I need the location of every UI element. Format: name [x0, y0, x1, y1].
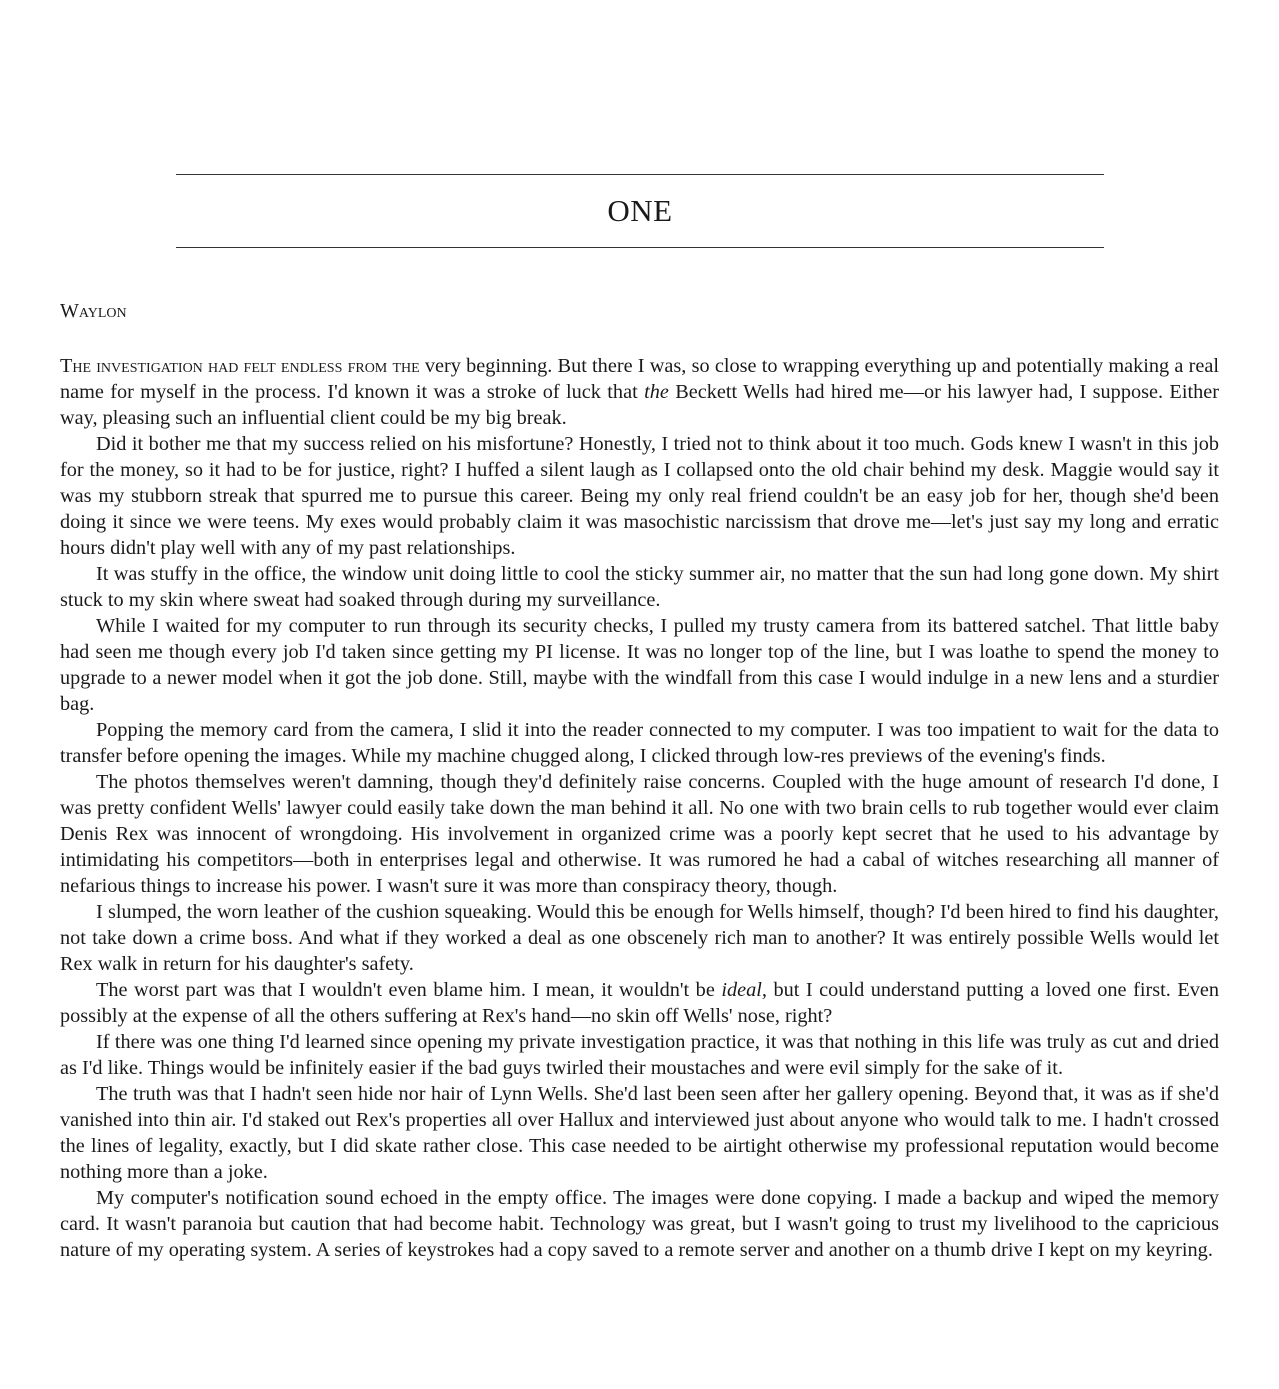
paragraph-11: My computer's notification sound echoed in the empty office. The images were done copying. I made a backup and wiped the memory card. It wasn't paranoia but caution that had become habit. Technology was great, but I wasn't going to trust my livelihood to the capricious nature of my operating system. A series of keystrokes had a copy saved to a remote server and another on a thumb drive I kept on my keyring.: [60, 1187, 1219, 1261]
paragraph-text: The worst part was that I wouldn't even blame him. I mean, it wouldn't be: [96, 979, 722, 1001]
paragraph-lead-in: The investigation had felt endless from the: [60, 355, 420, 377]
pov-character-label: Waylon: [60, 300, 127, 322]
paragraph-emphasis: ideal,: [721, 979, 767, 1001]
paragraph-text: Beckett Wells had hired me—or his lawyer had, I suppose. Either way, pleasing such an influential client could be my big break.: [60, 381, 1219, 429]
paragraph-text: but I could understand putting a loved one first. Even possibly at the expense of all the others suffering at Rex's hand—no skin off Wells' nose, right?: [60, 979, 1219, 1027]
paragraph-emphasis: the: [644, 381, 669, 403]
paragraph-3: It was stuffy in the office, the window unit doing little to cool the sticky summer air, no matter that the sun had long gone down. My shirt stuck to my skin where sweat had soaked through during my surveillance.: [60, 563, 1219, 611]
paragraph-2: Did it bother me that my success relied on his misfortune? Honestly, I tried not to think about it too much. Gods knew I wasn't in this job for the money, so it had to be for justice, right? I huffed a silent laugh as I collapsed onto the old chair behind my desk. Maggie would say it was my stubborn streak that spurred me to pursue this career. Being my only real friend couldn't be an easy job for her, though she'd been doing it since we were teens. My exes would probably claim it was masochistic narcissism that drove me—let's just say my long and erratic hours didn't play well with any of my past relationships.: [60, 433, 1219, 559]
paragraph-5: Popping the memory card from the camera, I slid it into the reader connected to my computer. I was too impatient to wait for the data to transfer before opening the images. While my machine chugged along, I clicked through low-res previews of the evening's finds.: [60, 719, 1219, 767]
paragraph-7: I slumped, the worn leather of the cushion squeaking. Would this be enough for Wells himself, though? I'd been hired to find his daughter, not take down a crime boss. And what if they worked a deal as one obscenely rich man to another? It was entirely possible Wells would let Rex walk in return for his daughter's safety.: [60, 901, 1219, 975]
chapter-body: [60, 353, 1219, 1263]
paragraph-4: While I waited for my computer to run through its security checks, I pulled my trusty camera from its battered satchel. That little baby had seen me though every job I'd taken since getting my PI license. It was no longer top of the line, but I was loathe to spend the money to upgrade to a newer model when it got the job done. Still, maybe with the windfall from this case I would indulge in a new lens and a sturdier bag.: [60, 615, 1219, 715]
paragraph-10: The truth was that I hadn't seen hide nor hair of Lynn Wells. She'd last been seen after her gallery opening. Beyond that, it was as if she'd vanished into thin air. I'd staked out Rex's properties all over Hallux and interviewed just about anyone who would talk to me. I hadn't crossed the lines of legality, exactly, but I did skate rather close. This case needed to be airtight otherwise my professional reputation would become nothing more than a joke.: [60, 1083, 1219, 1183]
chapter-title: ONE: [607, 193, 673, 228]
paragraph-6: The photos themselves weren't damning, though they'd definitely raise concerns. Coupled with the huge amount of research I'd done, I was pretty confident Wells' lawyer could easily take down the man behind it all. No one with two brain cells to rub together would ever claim Denis Rex was innocent of wrongdoing. His involvement in organized crime was a poorly kept secret that he used to his advantage by intimidating his competitors—both in enterprises legal and otherwise. It was rumored he had a cabal of witches researching all manner of nefarious things to increase his power. I wasn't sure it was more than conspiracy theory, though.: [60, 771, 1219, 897]
chapter-header: [176, 174, 1104, 248]
paragraph-9: If there was one thing I'd learned since opening my private investigation practice, it was that nothing in this life was truly as cut and dried as I'd like. Things would be infinitely easier if the bad guys twirled their moustaches and were evil simply for the sake of it.: [60, 1031, 1219, 1079]
paragraph-text: very beginning. But there I was, so close to wrapping everything up and potentially making a real name for myself in the process. I'd known it was a stroke of luck that: [60, 355, 1220, 403]
paragraph-8: [60, 977, 1219, 1029]
paragraph-1: [60, 353, 1219, 431]
